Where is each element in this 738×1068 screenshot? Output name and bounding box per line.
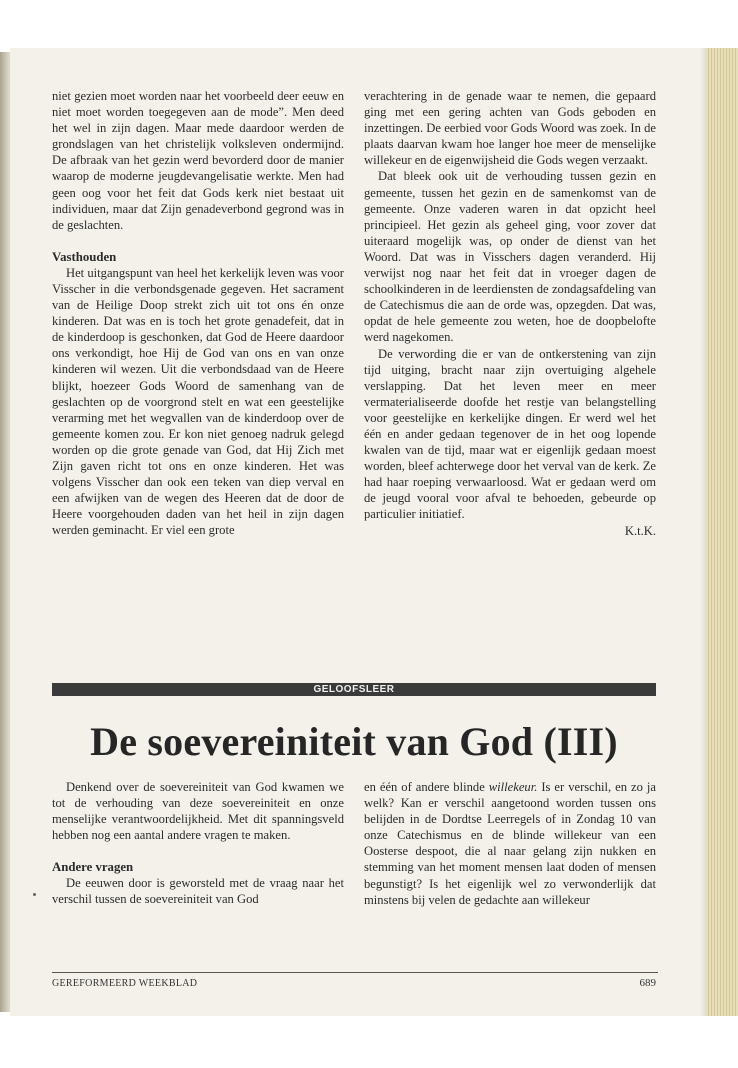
paragraph: niet gezien moet worden naar het voorbeeld deer eeuw en niet moet worden toegegeven aan de mode”. Men deed het wel in zijn dagen. Maar mede daardoor werden de grondslagen van het christelijk volksleven ondermijnd. De afbraak van het gezin werd bevorderd door de manier waarop de moderne jeugdevangelisatie werkte. Men had geen oog voor het feit dat Gods kerk niet bestaat uit individuen, maar dat Zijn genadeverbond gegrond was in de geslachten. [52, 89, 344, 232]
page-number: 689 [639, 977, 656, 989]
left-column-bottom [52, 779, 344, 908]
paragraph: De eeuwen door is geworsteld met de vraag naar het verschil tussen de soevereiniteit van God [52, 876, 344, 907]
italic-word: willekeur. [488, 780, 538, 794]
article-title: De soevereiniteit van God (III) [90, 719, 618, 764]
publication-name: GEREFORMEERD WEEKBLAD [52, 978, 198, 989]
text-run: Is er verschil, en zo ja welk? Kan er verschil aangetoond worden tussen ons belijden in de Dordtse Leerregels of in Zondag 10 van onze Catechismus en de blinde willekeur van een Oosterse despoot, die al naar gelang zijn nukken en stemming van het moment mensen laat doden of mensen begunstigt? Is het eigenlijk wel zo verwonderlijk dat minstens bij velen de gedachte aan willekeur [364, 780, 656, 907]
paragraph: Denkend over de soevereiniteit van God kwamen we tot de verhouding van deze soevereiniteit en onze menselijke verantwoordelijkheid. Met dit spanningsveld hebben nog een aantal andere vragen te maken. [52, 780, 344, 843]
paragraph: verachtering in de genade waar te nemen, die gepaard ging met een gering achten van Gods geboden en inzettingen. De eerbied voor Gods Woord was zoek. In de plaats daarvan kwam hoe langer hoe meer de menselijke willekeur en de eigenwijsheid die Gods wegen verzaakt. [364, 89, 656, 168]
subheading-andere-vragen: Andere vragen [52, 860, 134, 875]
paragraph: De verwording die er van de ontkerstening van zijn tijd uitging, bracht naar zijn overtuiging algehele verslapping. Dat het leven meer en meer vermaterialiseerde doofde het restje van belangstelling voor geestelijke en kerkelijke dingen. Er werd wel het één en ander gedaan tegenover de in het oog lopende kwalen van de tijd, maar wat er eigenlijk gedaan moest worden, bleef achterwege door het verval van de kerk. Ze had haar roeping verwaarloosd. Wat er gedaan werd om de jeugd vooral voor afval te behoeden, gebeurde op particulier initiatief. [364, 346, 656, 522]
section-band: GELOOFSLEER [52, 683, 656, 696]
paragraph [364, 779, 656, 908]
right-column-top [364, 88, 656, 539]
paragraph: Het uitgangspunt van heel het kerkelijk leven was voor Visscher in die verbondsgenade gegeven. Het sacrament van de Heilige Doop strekt zich uit tot ons én onze kinderen. Dat was en is toch het grote genadefeit, dat in de kinderdoop is geschonken, dat God de Heere daardoor ons verkondigt, hoe Hij de God van ons en van onze kinderen wil wezen. Uit die verbondsdaad van de Heere blijkt, hoezeer Gods Woord de samenhang van de geslachten op de voorgrond stelt en wat een geestelijke verarming met het wegvallen van de kinderdoop over de gemeente komen zou. Er kon niet genoeg nadruk gelegd worden op die grote genade van God, dat Hij Zich met Zijn gaven richt tot ons en onze kinderen. Het was volgens Visscher dan ook een teken van diep verval en een afwijken van de wegen des Heeren dat de door de Heere voorgehouden daden van het heil in zijn dagen werden geminacht. Er viel een grote [52, 265, 344, 538]
subheading-vasthouden: Vasthouden [52, 249, 117, 264]
text-run: en één of andere blinde [364, 780, 489, 794]
page-stack-edge [706, 48, 738, 1016]
margin-dot [33, 893, 36, 896]
paragraph: Dat bleek ook uit de verhouding tussen gezin en gemeente, tussen het gezin en de samenkomst van de gemeente. Onze vaderen waren in dat opzicht heel principieel. Het gezin als geheel ging, voor zover dat uiteraard mogelijk was, op onder de dienst van het Woord. Dat was in Visschers dagen veranderd. Hij verwijst nog naar het feit dat in vroeger dagen de schoolkinderen in de leerdiensten de zondagsafdeling van de Catechismus die aan de orde was, opzegden. Dat was, opdat de hele gemeente zou weten, hoe de doopbelofte werd nagekomen. [364, 169, 656, 345]
author-initials: K.t.K. [624, 523, 656, 538]
left-column-top [52, 88, 344, 538]
footer-rule [52, 972, 658, 973]
right-column-bottom [364, 779, 656, 908]
